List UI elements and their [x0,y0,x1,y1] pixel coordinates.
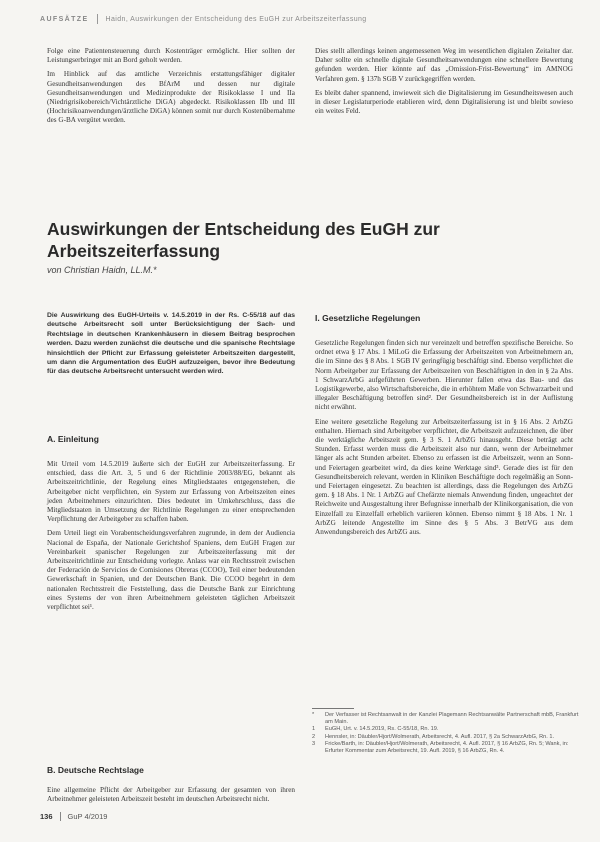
heading-section-i: I. Gesetzliche Regelungen [315,313,421,323]
article-title: Auswirkungen der Entscheidung des EuGH zur Arbeitszeiterfassung [47,219,440,261]
page-footer [40,812,107,821]
running-title: Haidn, Auswirkungen der Entscheidung des EuGH zur Arbeitszeiterfassung [105,15,367,23]
footnote: 3 Fricke/Barth, in: Däubler/Hjort/Wolmerath, Arbeitsrecht, 4. Aufl. 2017, § 16 ArbZG, Rn. 5; Wank, in: Erfurter Kommentar zum Arbeitsrecht, 19. Aufl. 2019, § 16 ArbZG, Rn. 4. [312,740,569,755]
footnotes [312,708,580,755]
footnote-rule [312,708,354,709]
paragraph: Dem Urteil liegt ein Vorabentscheidungsverfahren zugrunde, in dem der Audiencia Nacional de España, der Nationale Gerichtshof Spaniens, dem EuGH Fragen zur Vereinbarkeit spanischer Regelungen zur Arbeitszeiterfassung mit der Arbeitszeitrichtlinie zur Entscheidung vorlegte. Anlass war ein Rechtsstreit zwischen der Federación de Servicios de Comisiones Obreras (CCOO), Teil einer bedeutenden Gewerkschaft in Spanien, und der Deutschen Bank. Die CCOO begehrt in dem nationalen Rechtsstreit die Feststellung, dass die Deutsche Bank zur Einrichtung eines Systems der von ihren Arbeitnehmern geleisteten täglichen Arbeitszeit verpflichtet sei¹. [47,529,295,612]
journal-issue: GuP 4/2019 [67,812,108,821]
page-number: 136 [40,812,53,821]
heading-section-b: B. Deutsche Rechtslage [47,765,144,775]
article-author: von Christian Haidn, LL.M.* [47,265,157,275]
paragraph: Es bleibt daher spannend, inwieweit sich die Digitalisierung im Gesundheitswesen auch in dieser Legislaturperiode etablieren wird, denn Digitalisierung ist und bleibt sowieso ein weites Feld. [315,88,573,116]
paragraph: Eine weitere gesetzliche Regelung zur Arbeitszeiterfassung ist in § 16 Abs. 2 ArbZG enthalten. Hiernach sind Arbeitgeber verpflichtet, die Arbeitszeit aufzuzeichnen, die über die werktägliche Arbeitszeit gem. § 3 S. 1 ArbZG hinausgeht. Diese beträgt acht Stunden. Erfasst werden muss die Arbeitszeit also nur dann, wenn der Arbeitnehmer länger als acht Stunden arbeitet. Ebenso zu erfassen ist die Arbeitszeit, wenn an Sonn- und Feiertagen gearbeitet wird, da dies keine Werktage sind³. Gerade dies ist für den Gesundheitsbereich relevant, werden in Kliniken Beschäftigte doch regelmäßig an Sonn- und Feiertagen eingesetzt. Zu beachten ist allerdings, dass die Regelungen des ArbZG gem. § 18 Abs. 1 Nr. 1 ArbZG auf Chefärzte niemals Anwendung finden, ungeachtet der Reichweite und Ausgestaltung ihrer Befugnisse innerhalb der Klinikorganisation, die von Einzelfall zu Einzelfall erheblich variieren können. Ebenso nimmt § 18 Abs. 1 Nr. 1 ArbZG leitende Angestellte im Sinne des § 5 Abs. 3 BetrVG aus dem Anwendungsbereich des ArbZG aus. [315,417,573,537]
footnote: 2 Hennsler, in: Däubler/Hjort/Wolmerath, Arbeitsrecht, 4. Aufl. 2017, § 2a SchwarzArbG, Rn. 1. [312,733,555,740]
section-label: AUFSÄTZE [40,15,89,23]
running-header [40,12,570,26]
paragraph: Eine allgemeine Pflicht der Arbeitgeber zur Erfassung der gesamten von ihren Arbeitnehmer geleisteten Arbeitszeit besteht im deutschen Arbeitsrecht nicht. [47,786,295,804]
paragraph: Folge eine Patientensteuerung durch Kostenträger ermöglicht. Hier sollten der Leistungserbringer mit an Bord geholt werden. [47,47,295,65]
heading-section-a: A. Einleitung [47,434,99,444]
footnote: * Der Verfasser ist Rechtsanwalt in der Kanzlei Plagemann Rechtsanwälte Partnerschaft mbB, Frankfurt am Main. [312,712,579,726]
paragraph: Mit Urteil vom 14.5.2019 äußerte sich der EuGH zur Arbeitszeiterfassung. Er entschied, dass die Art. 3, 5 und 6 der Richtlinie 2003/88/EG, bekannt als Arbeitszeitrichtlinie, der Regelung eines Mitgliedstaates entgegenstehen, die Arbeitgeber nicht verpflichten, ein System zur Erfassung von Arbeitszeiten eines jeden Arbeitnehmers einzurichten. Dies bedeutet im Umkehrschluss, dass die Mitgliedstaaten in Umsetzung der Richtlinie Regelungen zu einer entsprechenden Verpflichtung der Arbeitgeber zu schaffen haben. [47,460,295,524]
top-left-column [47,47,295,131]
header-divider [97,14,98,24]
paragraph: Im Hinblick auf das amtliche Verzeichnis erstattungsfähiger digitaler Gesundheitsanwendungen des BfArM und dessen nur digitale Gesundheitsanwendungen und Medizinprodukte der Risikoklasse I und IIa (Niedrigrisikobereich/Vichtärztliche DiGA) abgedeckt. Risikoklassen IIb und III (Hochrisikoanwendungen/ärztliche DiGA) können somit nur durch Kostenübernahme des G-BA vergütet werden. [47,70,295,125]
paragraph: Dies stellt allerdings keinen angemessenen Weg im wesentlichen digitalen Zeitalter dar. Daher sollte ein schnelle digitale Gesundheitsanwendungen eine schnellere Bewertung gefunden werden. Hier könnte auf das „Omission-Frist-Bewertung“ im AMNOG Verfahren gem. § 137h SGB V zurückgegriffen werden. [315,47,573,83]
section-b-body [47,786,295,809]
paragraph: Gesetzliche Regelungen finden sich nur vereinzelt und betreffen spezifische Bereiche. So ordnet etwa § 17 Abs. 1 MiLoG die Erfassung der Arbeitszeiten von Arbeitnehmern an, die im Sinne des § 8 Abs. 1 SGB IV geringfügig beschäftigt sind. Ebenso verpflichtet die Norm Arbeitgeber zur Erfassung der Arbeitszeiten von Beschäftigten in den in § 2a Abs. 1 SchwarzArbG aufgeführten Gewerben. Hierunter fallen etwa das Bau- und das Logistikgewerbe, also Wirtschaftsbereiche, die in erhöhtem Maße von Schwarzarbeit und illegaler Beschäftigung betroffen sind². Der Gesundheitsbereich ist in der Auflistung nicht erwähnt. [315,339,573,412]
top-right-column [315,47,573,121]
footer-divider [60,812,61,821]
section-i-body [315,339,573,542]
section-a-body [47,460,295,617]
article-abstract: Die Auswirkung des EuGH-Urteils v. 14.5.2019 in der Rs. C-55/18 auf das deutsche Arbeitsrecht soll unter Berücksichtigung der Sach- und Rechtslage in deutschen Krankenhäusern in diesem Beitrag besprochen werden. Dazu werden zunächst die deutsche und die spanische Rechtslage hinsichtlich der Pflicht zur Erfassung geleisteter Arbeitszeiten dargestellt, um dann die Argumentation des EuGH aufzuzeigen, bevor ihre Bedeutung für das deutsche Arbeitsrecht untersucht werden wird. [47,312,295,376]
footnote: 1 EuGH, Urt. v. 14.5.2019, Rs. C-55/18, Rn. 19. [312,726,439,733]
